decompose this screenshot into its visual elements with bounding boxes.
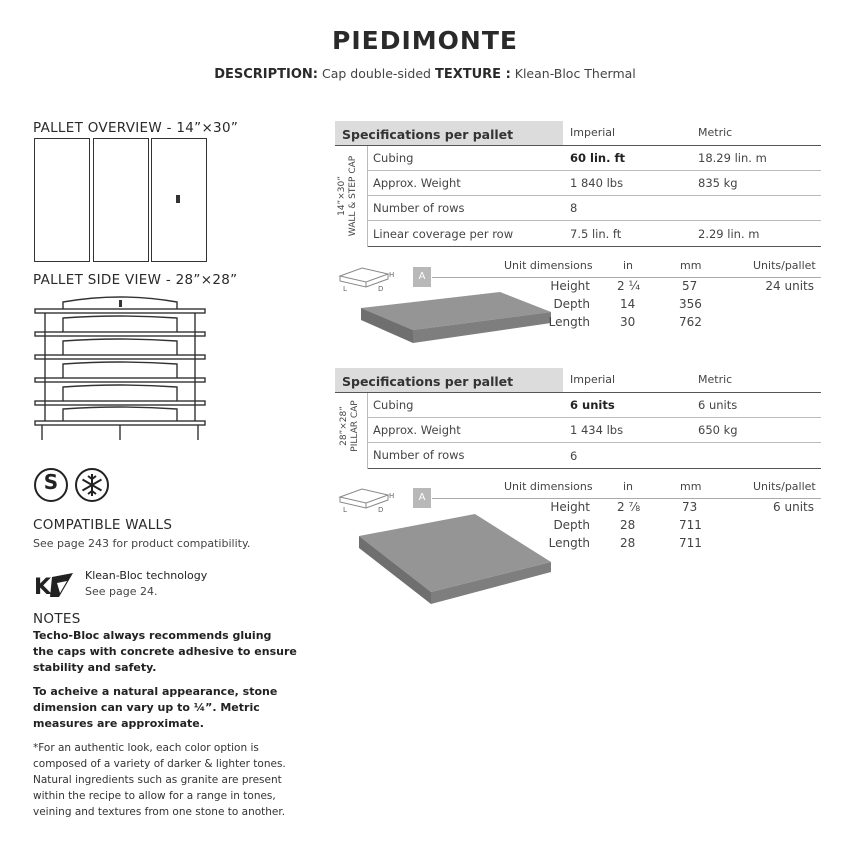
s-icon: S	[43, 470, 59, 494]
notes-paragraph-3	[33, 740, 323, 820]
dim-in: 2 ⅞	[617, 500, 641, 514]
row-imperial: 6	[570, 449, 578, 463]
row-label: Approx. Weight	[373, 176, 461, 190]
pallet-marker-icon	[176, 195, 180, 203]
dim-mm: 762	[679, 315, 702, 329]
notes-line: To acheive a natural appearance, stone	[33, 685, 278, 698]
row-imperial: 1 434 lbs	[570, 423, 624, 437]
table-row	[540, 518, 825, 536]
table-row	[540, 279, 825, 297]
notes-line: stability and safety.	[33, 661, 157, 674]
notes-line: the caps with concrete adhesive to ensure	[33, 645, 297, 658]
dims-header-in: in	[623, 259, 634, 272]
table-row	[367, 443, 821, 469]
dims2-table	[540, 500, 825, 554]
pallet-block-3	[151, 138, 207, 262]
dim-label: Height	[550, 279, 590, 293]
row-label: Cubing	[373, 151, 414, 165]
dims1-table	[540, 279, 825, 333]
notes-line: *For an authentic look, each color option is	[33, 742, 259, 754]
notes-line: Natural ingredients such as granite are present	[33, 774, 282, 786]
spec2-side-label	[339, 400, 369, 480]
spec1-divider	[367, 146, 368, 247]
table-row	[367, 221, 821, 247]
dims-header-in: in	[623, 480, 634, 493]
table-row	[540, 297, 825, 315]
compatible-walls-heading: COMPATIBLE WALLS	[33, 517, 173, 533]
spec1-side-size: 14”×30”	[337, 176, 347, 216]
table-row	[540, 500, 825, 518]
row-metric: 650 kg	[698, 423, 738, 437]
notes-paragraph-1	[33, 628, 303, 676]
notes-line: composed of a variety of darker & lighter tones.	[33, 758, 286, 770]
row-label: Number of rows	[373, 448, 465, 462]
klean-bloc-logo-icon	[33, 571, 75, 599]
dims2-rule	[432, 498, 821, 499]
texture-label: TEXTURE :	[434, 67, 511, 82]
spec2-table	[367, 393, 821, 469]
spec1-side-type: WALL & STEP CAP	[348, 155, 358, 237]
row-label: Linear coverage per row	[373, 227, 514, 241]
dims-header-unit: Unit dimensions	[504, 480, 593, 493]
pallet-overview-heading: PALLET OVERVIEW - 14”×30”	[33, 120, 239, 136]
iso-d-label: D	[378, 506, 384, 514]
pallet-block-2	[93, 138, 149, 262]
spec2-col-metric: Metric	[698, 373, 733, 386]
notes-line: measures are approximate.	[33, 717, 204, 730]
iso-d-label: D	[378, 285, 384, 293]
row-metric: 835 kg	[698, 176, 738, 190]
dims-header-units: Units/pallet	[753, 480, 816, 493]
spec1-col-imperial: Imperial	[570, 126, 616, 139]
row-label: Cubing	[373, 398, 414, 412]
notes-line: veining and textures from one stone to another.	[33, 806, 286, 818]
pallet-block-1	[34, 138, 90, 262]
row-metric: 6 units	[698, 398, 738, 412]
compatible-walls-text: See page 243 for product compatibility.	[33, 537, 251, 550]
dim-mm: 711	[679, 518, 702, 532]
cap-stone-image	[355, 290, 555, 346]
table-row	[367, 418, 821, 443]
dim-mm: 711	[679, 536, 702, 550]
klean-bloc-title: Klean-Bloc technology	[85, 569, 208, 582]
description-label: DESCRIPTION:	[214, 67, 319, 82]
svg-text:K: K	[34, 575, 52, 599]
pallet-side-diagram	[33, 288, 208, 442]
spec1-side-label	[337, 155, 367, 266]
pillar-cap-stone-image	[355, 510, 555, 610]
dims1-rule	[432, 277, 821, 278]
notes-line: dimension can vary up to ¼”. Metric	[33, 701, 260, 714]
dim-in: 14	[620, 297, 636, 311]
dim-units: 24 units	[765, 279, 814, 293]
dim-in: 28	[620, 536, 636, 550]
row-metric: 2.29 lin. m	[698, 227, 760, 241]
row-imperial: 1 840 lbs	[570, 176, 624, 190]
notes-heading: NOTES	[33, 611, 81, 627]
spec2-col-imperial: Imperial	[570, 373, 616, 386]
product-description	[0, 66, 850, 82]
spec2-title: Specifications per pallet	[342, 374, 514, 389]
notes-line: Techo-Bloc always recommends gluing	[33, 629, 272, 642]
dim-mm: 73	[682, 500, 698, 514]
page-title: PIEDIMONTE	[332, 26, 518, 55]
dim-label: Depth	[553, 297, 590, 311]
spec2-divider	[367, 393, 368, 469]
row-label: Approx. Weight	[373, 423, 461, 437]
row-imperial: 8	[570, 201, 578, 215]
klean-bloc-text: See page 24.	[85, 585, 158, 598]
row-imperial: 7.5 lin. ft	[570, 227, 622, 241]
dims-header-units: Units/pallet	[753, 259, 816, 272]
spec1-col-metric: Metric	[698, 126, 733, 139]
row-imperial: 60 lin. ft	[570, 151, 625, 165]
dims-header-mm: mm	[680, 480, 702, 493]
dim-mm: 57	[682, 279, 698, 293]
description-value: Cap double-sided	[322, 66, 431, 81]
texture-value: Klean-Bloc Thermal	[514, 66, 636, 81]
variant-a-badge: A	[413, 267, 431, 287]
row-label: Number of rows	[373, 201, 465, 215]
row-metric: 18.29 lin. m	[698, 151, 767, 165]
dim-label: Length	[548, 315, 590, 329]
table-row	[367, 146, 821, 171]
table-row	[367, 171, 821, 196]
dim-units: 6 units	[773, 500, 814, 514]
iso-l-label: L	[343, 285, 347, 293]
notes-paragraph-2	[33, 684, 303, 732]
row-imperial: 6 units	[570, 398, 615, 412]
notes-line: within the recipe to allow for a range in tones,	[33, 790, 276, 802]
iso-h-label: H	[389, 271, 395, 279]
dim-mm: 356	[679, 297, 702, 311]
dim-label: Length	[548, 536, 590, 550]
dim-label: Height	[550, 500, 590, 514]
table-row	[540, 315, 825, 333]
pallet-side-heading: PALLET SIDE VIEW - 28”×28”	[33, 272, 238, 288]
iso-l-label: L	[343, 506, 347, 514]
spec2-side-type: PILLAR CAP	[350, 400, 360, 452]
spec2-side-size: 28”×28”	[339, 406, 349, 446]
dim-label: Depth	[553, 518, 590, 532]
dims-header-unit: Unit dimensions	[504, 259, 593, 272]
dim-in: 2 ¼	[617, 279, 641, 293]
dim-in: 28	[620, 518, 636, 532]
table-row	[540, 536, 825, 554]
variant-a-badge: A	[413, 488, 431, 508]
snowflake-icon	[74, 470, 110, 500]
dims-header-mm: mm	[680, 259, 702, 272]
spec1-title: Specifications per pallet	[342, 127, 514, 142]
spec1-table	[367, 146, 821, 247]
table-row	[367, 393, 821, 418]
table-row	[367, 196, 821, 221]
iso-h-label: H	[389, 492, 395, 500]
dim-in: 30	[620, 315, 636, 329]
